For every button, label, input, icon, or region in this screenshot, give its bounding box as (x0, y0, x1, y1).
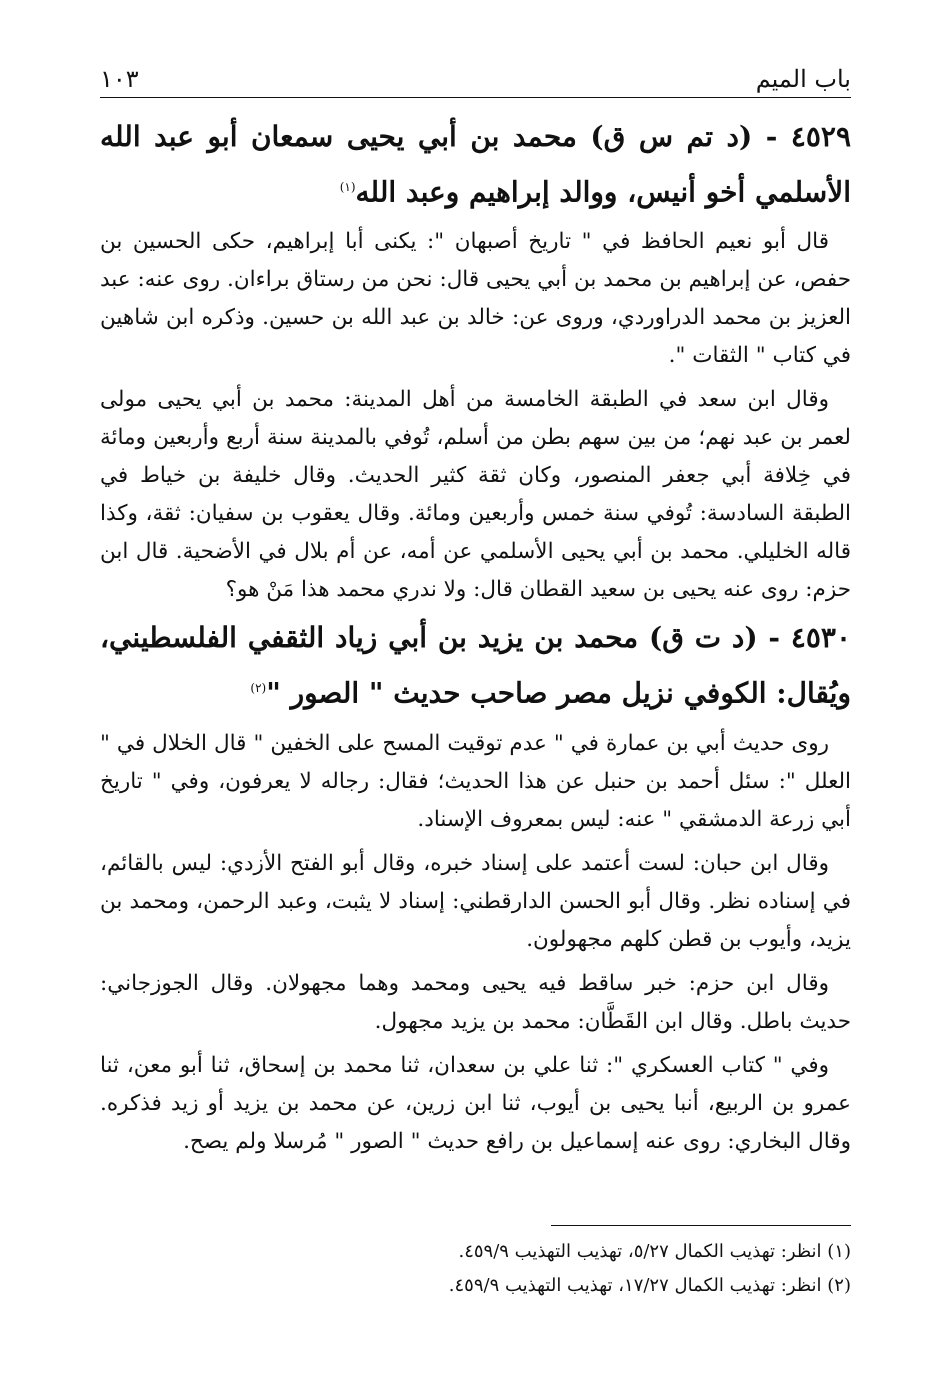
paragraph: وقال ابن سعد في الطبقة الخامسة من أهل المدينة: محمد بن أبي يحيى مولى لعمر بن عبد نهم؛ من بين سهم بطن من أسلم، تُوفي بالمدينة سنة أربع وأربعين ومائة في خِلافة أبي جعفر المنصور، وكان ثقة كثير الحديث. وقال خليفة بن خياط في الطبقة السادسة: تُوفي سنة خمس وأربعين ومائة. وقال يعقوب بن سفيان: ثقة، وكذا قاله الخليلي. محمد بن أبي يحيى الأسلمي عن أمه، عن أم بلال في الأضحية. قال ابن حزم: روى عنه يحيى بن سعيد القطان قال: ولا ندري محمد هذا مَنْ هو؟ (100, 387, 851, 603)
paragraph: وقال ابن حزم: خبر ساقط فيه يحيى ومحمد وهما مجهولان. وقال الجوزجاني: حديث باطل. وقال ابن القَطَّان: محمد بن يزيد مجهول. (100, 970, 851, 1034)
chapter-title: باب الميم (755, 65, 851, 93)
header-rule (100, 97, 851, 98)
paragraph: قال أبو نعيم الحافظ في " تاريخ أصبهان ": يكنى أبا إبراهيم، حكى الحسين بن حفص، عن إبراهيم بن محمد بن أبي يحيى قال: نحن من رستاق براءان. روى عنه: عبد العزيز بن محمد الدراوردي، وروى عن: خالد بن عبد الله بن حسين. وذكره ابن شاهين في كتاب " الثقات ". (100, 229, 851, 369)
footnote-ref-1: (١) (339, 180, 356, 194)
page-number: ١٠٣ (100, 65, 139, 93)
entry-title-4530: ٤٥٣٠ - (د ت ق) محمد بن يزيد بن أبي زياد الثقفي الفلسطيني، ويُقال: الكوفي نزيل مصر صاحب حديث " الصور "$^{(٢)}$ (100, 621, 851, 710)
running-header (100, 55, 851, 93)
page-body (100, 112, 851, 1161)
paragraph: وفي " كتاب العسكري ": ثنا علي بن سعدان، ثنا محمد بن إسحاق، ثنا أبو معن، ثنا عمرو بن الربيع، أنبا يحيى بن أيوب، ثنا ابن زرين، عن محمد بن يزيد أو زيد فذكره. وقال البخاري: روى عنه إسماعيل بن رافع حديث " الصور " مُرسلا ولم يصح. (100, 1052, 851, 1154)
footnote-ref-2: (٢) (250, 681, 267, 696)
footnote-2: (٢) انظر: تهذيب الكمال ١٧/٢٧، تهذيب التهذيب ٤٥٩/٩. (448, 1275, 851, 1296)
paragraph: وقال ابن حبان: لست أعتمد على إسناد خبره، وقال أبو الفتح الأزدي: ليس بالقائم، في إسناده نظر. وقال أبو الحسن الدارقطني: إسناد لا يثبت، وعبد الرحمن، ومحمد بن يزيد، وأيوب بن قطن كلهم مجهولون. (100, 850, 851, 952)
entry-title-4529: ٤٥٢٩ - (د تم س ق) محمد بن أبي يحيى سمعان أبو عبد الله الأسلمي أخو أنيس، ووالد إبراهيم وعبد الله$^{(١)}$ (100, 120, 851, 209)
paragraph: روى حديث أبي بن عمارة في " عدم توقيت المسح على الخفين " قال الخلال في " العلل ": سئل أحمد بن حنبل عن هذا الحديث؛ فقال: رجاله لا يعرفون، وفي " تاريخ أبي زرعة الدمشقي " عنه: ليس بمعروف الإسناد. (100, 730, 851, 832)
footnote-rule (551, 1225, 851, 1226)
footnote-1: (١) انظر: تهذيب الكمال ٥/٢٧، تهذيب التهذيب ٤٥٩/٩. (458, 1241, 851, 1262)
footnotes (100, 1235, 851, 1303)
